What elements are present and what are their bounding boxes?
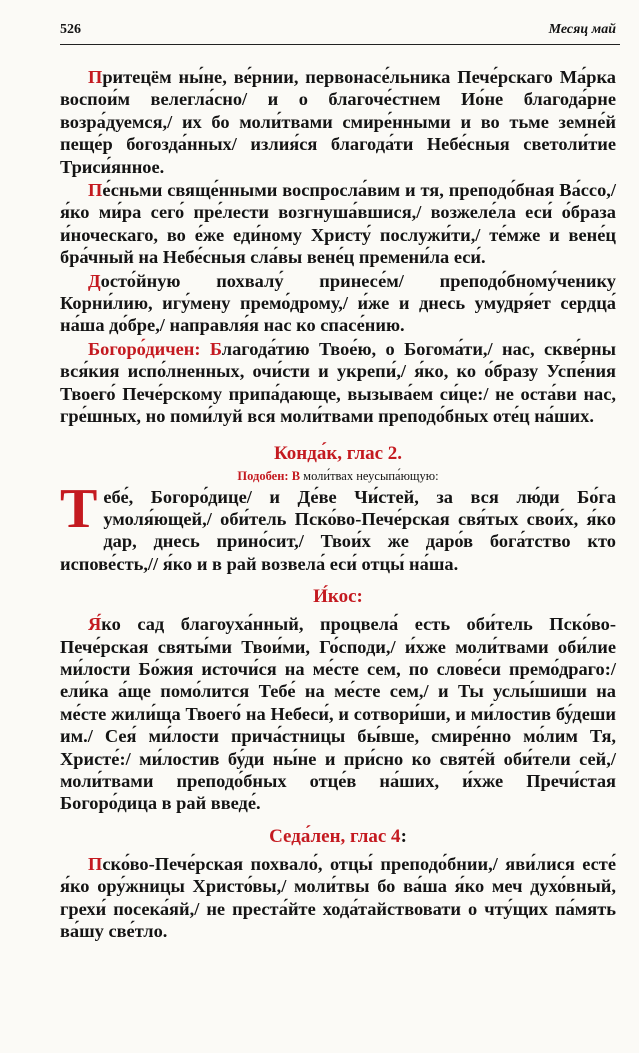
ikos-title: И́кос: [313,586,363,608]
bogorodichen [60,338,616,428]
stanza-3 [60,270,616,337]
stanza-text: лагода́тию Твое́ю, о Богома́ти,/ нас, скве́рны вся́кия испо́лненных, очи́сти и укрепи́,/ я́ко, ко о́бразу Успе́ния Твоего́ Пече́рскому припа́дающе, вызыва́ем си́це:/ не оста́ви нас, гре́шных, но поми́луй вся моли́твами преподо́бных оте́ц на́ших. [60,338,616,427]
page-header [60,22,620,45]
sedalen-text [60,853,616,943]
stanza-text: е́сньми свяще́нными воспросла́вим и тя, преподо́бная Ва́ссо,/ я́ко ми́ра сего́ пре́лести возгнуша́вшися,/ возжеле́ла еси́ о́браза и́ноческаго, во е́же еди́ному Христу́ послужи́ти,/ те́мже и вене́ц бра́чный на Небе́сныя сла́вы вене́ц премени́ла еси́. [60,180,616,268]
podoben-text: моли́твах неусыпа́ющую: [300,468,439,483]
stanza-text: ско́во-Пече́рская похвало́, отцы́ преподо́бнии,/ яви́лися есте́ я́ко ору́жницы Христо́вы,/ моли́твы бо ва́ша я́ко меч духо́вный, грехи́ посека́яй,/ не преста́йте хода́тайствовати о чту́щих па́мять ва́шу све́тло. [60,853,616,941]
podoben-line [60,468,616,484]
kondak-text: ебе́, Богоро́дице/ и Де́ве Чи́стей, за вся лю́ди Бо́га умоля́ющей,/ оби́тель Пско́во-Пече́рская свя́тых свои́х, я́ко дар, днесь прино́сит,/ Твои́х же даро́в бога́тство кто испове́сть,// я́ко и в рай возвела́ еси́ отцы́ на́ша. [60,486,616,574]
sedalen-title-text: Седа́лен, глас 4 [269,825,401,847]
red-initial: П [88,67,103,87]
stanza-text: ритецём ны́не, ве́рнии, первонасе́льника Пече́рскаго Ма́рка воспои́м велегла́сно/ и о благоче́стнем Ио́не благода́рне возра́дуемся,/ их бо моли́твами смире́нными и во тьме земне́й пеще́р богозда́нных/ излия́ся благода́ти Небе́сныя светоли́тие Триси́янное. [60,67,616,177]
stanza-text: осто́йную похвалу́ принесе́м/ преподо́бному́ченику Корни́лию, игу́мену премо́дрому,/ и́же и днесь умудря́ет сердца́ на́ша до́бре,/ направля́я нас ко спасе́нию. [60,270,616,336]
kondak-block [60,477,616,576]
page-number: 526 [60,22,81,37]
red-initial: Д [88,270,101,291]
podoben-label: Подобен: В [237,468,301,483]
red-initial: Я [88,614,102,635]
red-initial: П [88,180,103,201]
sedalen-title [60,825,616,849]
drop-cap: Т [60,477,98,540]
red-initial: П [88,853,103,874]
stanza-text: ́ко сад благоуха́нный, процвела́ есть оби́тель Пско́во-Пече́рская святы́ми Твои́ми, Го́споди,/ и́хже моли́твами оби́лие ми́лости Бо́жия источи́ся на ме́сте сем, по слове́си премо́драго:/ ели́ка а́ще помо́лится Тебе́ на ме́сте сем,/ и Ты услы́шиши на ме́сте жили́ща Твоего́ на Небеси́, и сотвори́ши, и ми́лостив бу́деши им./ Сея́ ми́лости прича́стницы бы́вше, смире́нно мо́лим Тя, Христе́:/ ми́лостив бу́ди ны́не и при́сно ко святе́й оби́тели сей,/ моли́твами преподо́бных отце́в на́ших, и́хже Пречи́стая Богоро́дица в рай введе́. [60,614,616,814]
stanza-2 [60,179,616,269]
ikos-text [60,613,616,815]
running-title: Месяц май [548,22,616,37]
text-body [60,66,616,943]
sedalen-title-colon: : [400,825,407,847]
stanza-1 [60,66,616,178]
bogorodichen-label: Богоро́дичен: [88,338,210,359]
kondak-title: Конда́к, глас 2. [273,442,403,464]
red-initial: Б [209,338,222,359]
